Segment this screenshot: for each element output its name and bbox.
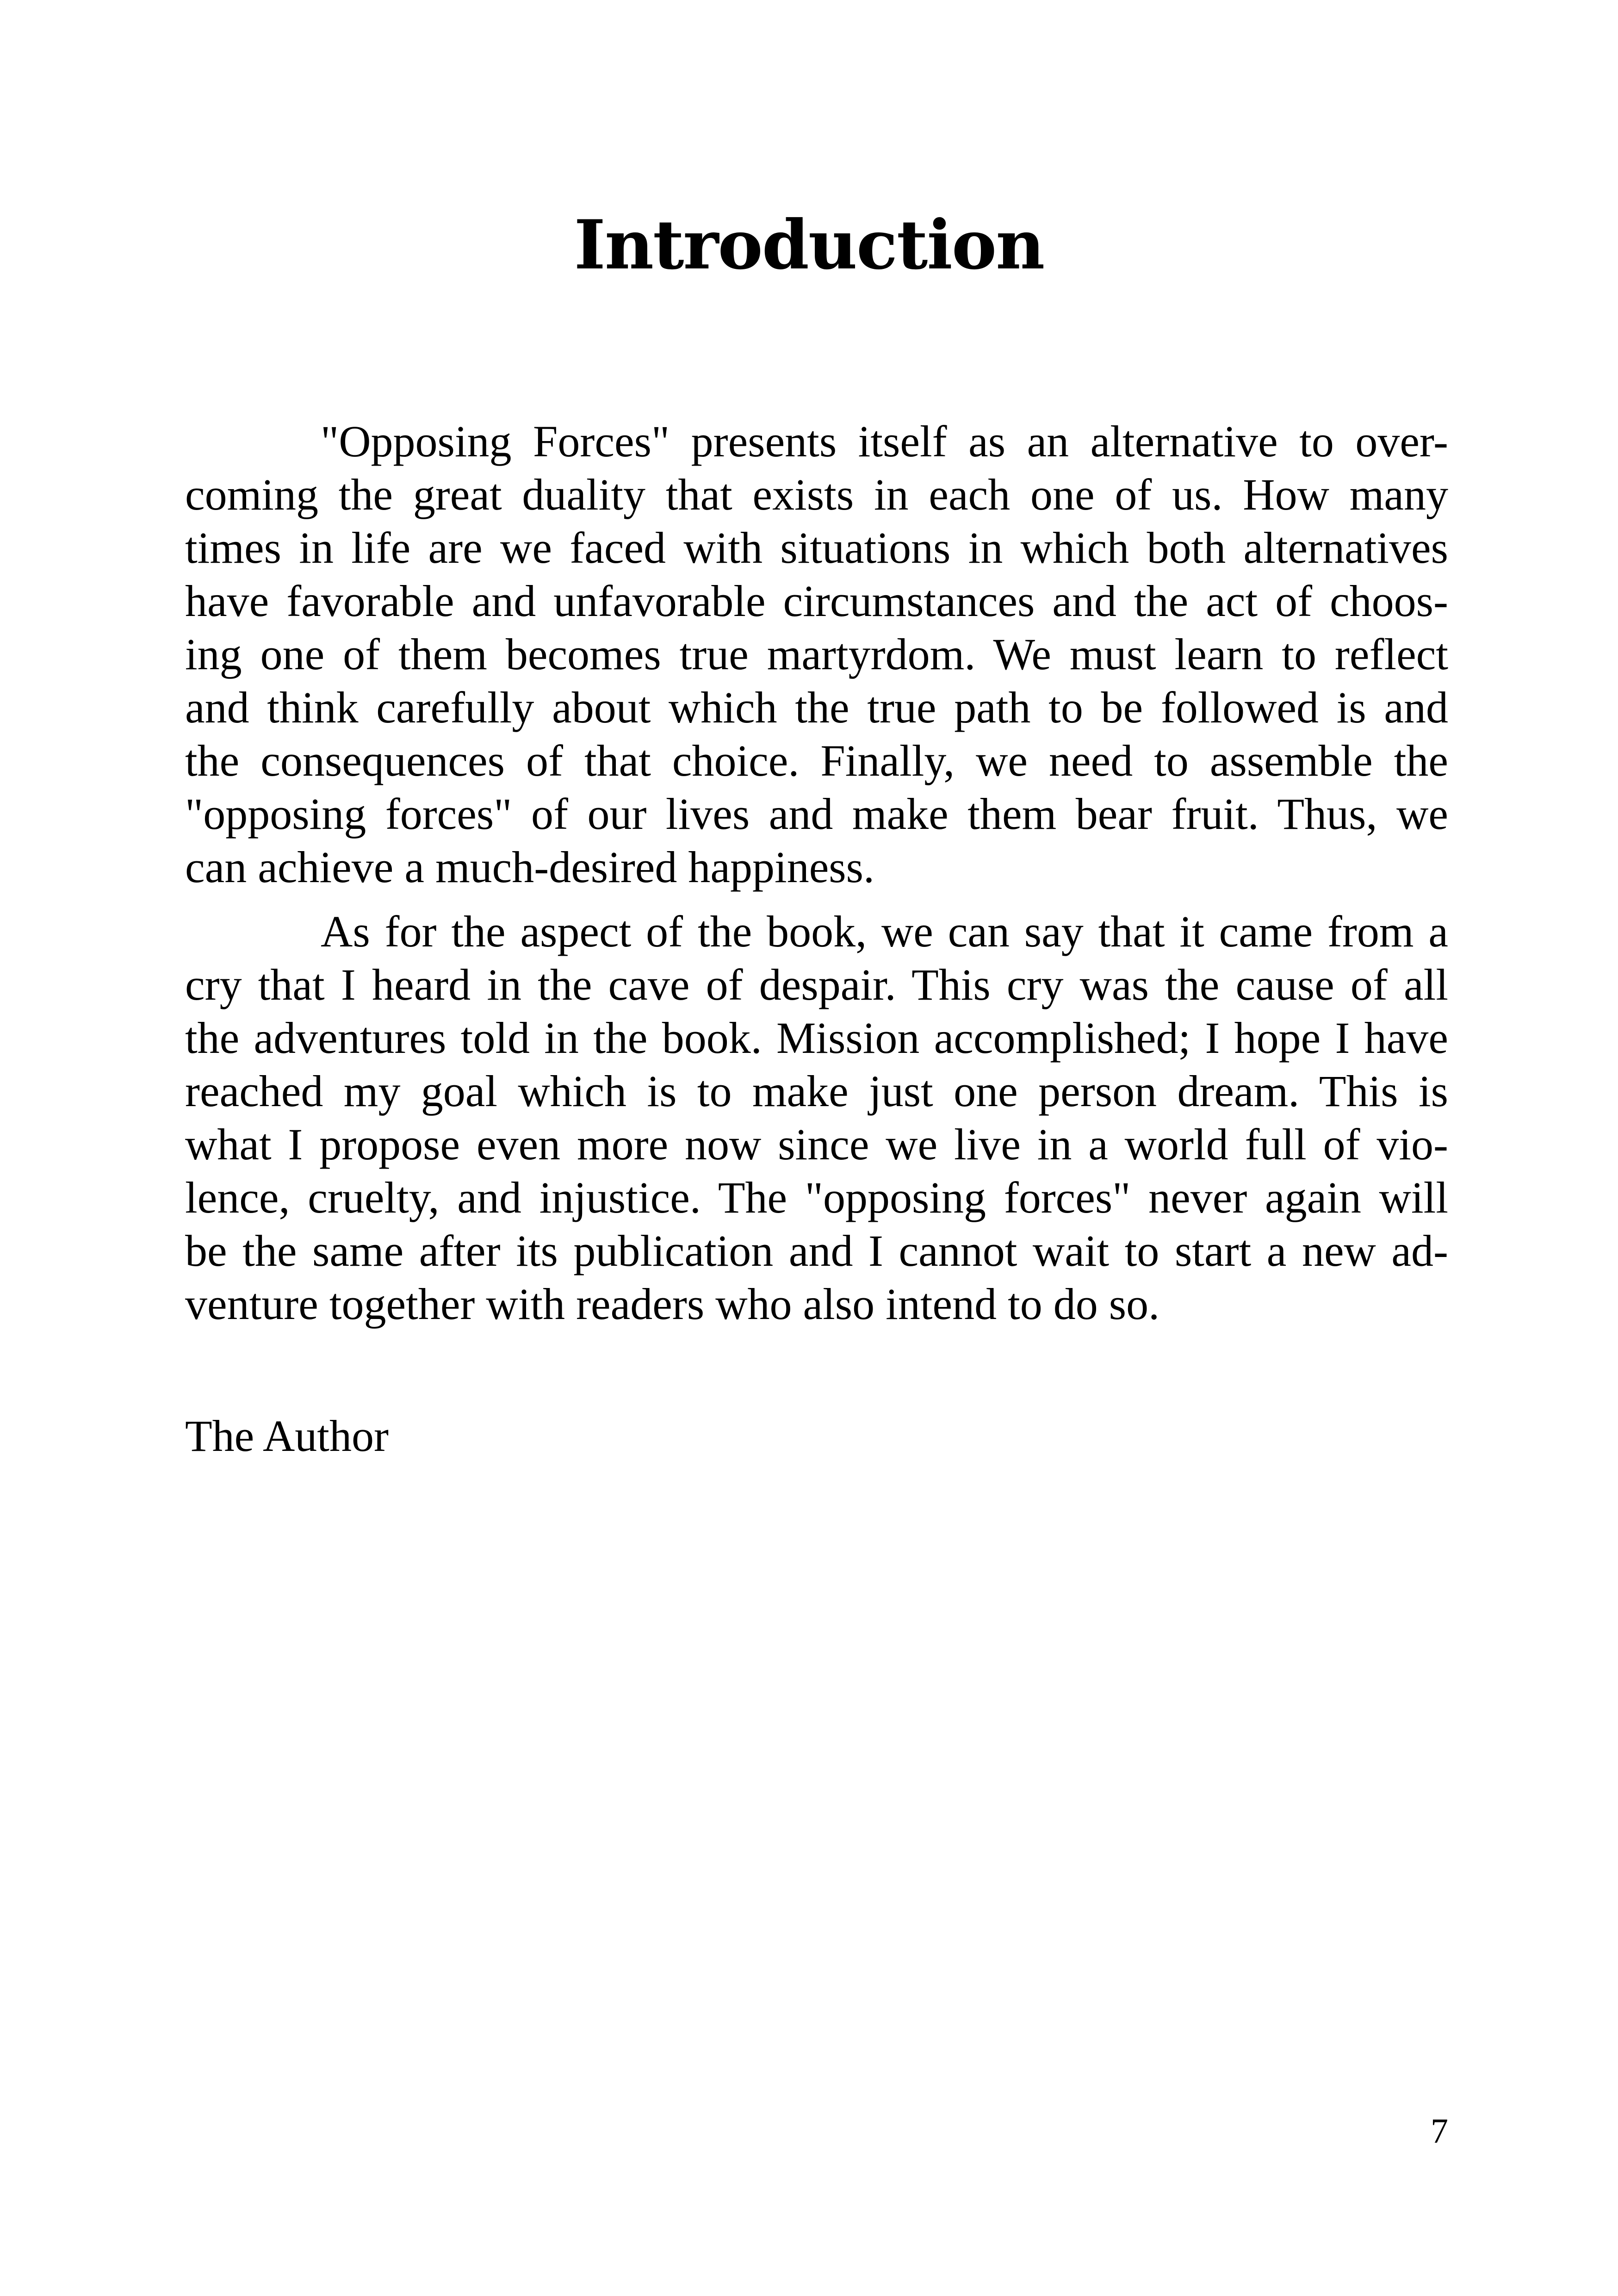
text-line: ing one of them becomes true martyrdom. We must learn to reflect xyxy=(185,629,1448,679)
text-line: venture together with readers who also intend to do so. xyxy=(185,1279,1160,1329)
text-line: have favorable and unfavorable circumstances and the act of choos- xyxy=(185,576,1448,626)
page-title: Introduction xyxy=(574,205,1044,285)
text-line: be the same after its publication and I cannot wait to start a new ad- xyxy=(185,1226,1448,1276)
text-line: "Opposing Forces" presents itself as an alternative to over- xyxy=(321,417,1448,466)
text-line: and think carefully about which the true path to be followed is and xyxy=(185,683,1448,732)
paragraph-1 xyxy=(185,415,1448,894)
text-line: As for the aspect of the book, we can say that it came from a xyxy=(321,907,1448,956)
text-line: the consequences of that choice. Finally, we need to assemble the xyxy=(185,736,1448,785)
text-line: "opposing forces" of our lives and make them bear fruit. Thus, we xyxy=(185,789,1448,839)
text-line: cry that I heard in the cave of despair. This cry was the cause of all xyxy=(185,960,1448,1009)
text-line: coming the great duality that exists in each one of us. How many xyxy=(185,470,1448,519)
text-line: can achieve a much-desired happiness. xyxy=(185,842,875,892)
text-line: times in life are we faced with situations in which both alternatives xyxy=(185,523,1448,572)
text-line: what I propose even more now since we live in a world full of vio- xyxy=(185,1120,1448,1169)
body-text xyxy=(185,415,1448,1331)
paragraph-2 xyxy=(185,905,1448,1331)
text-line: reached my goal which is to make just one person dream. This is xyxy=(185,1066,1448,1116)
page-number: 7 xyxy=(1431,2112,1448,2151)
text-line: lence, cruelty, and injustice. The "opposing forces" never again will xyxy=(185,1173,1448,1222)
text-line: the adventures told in the book. Mission accomplished; I hope I have xyxy=(185,1013,1448,1063)
author-signature: The Author xyxy=(185,1411,389,1461)
